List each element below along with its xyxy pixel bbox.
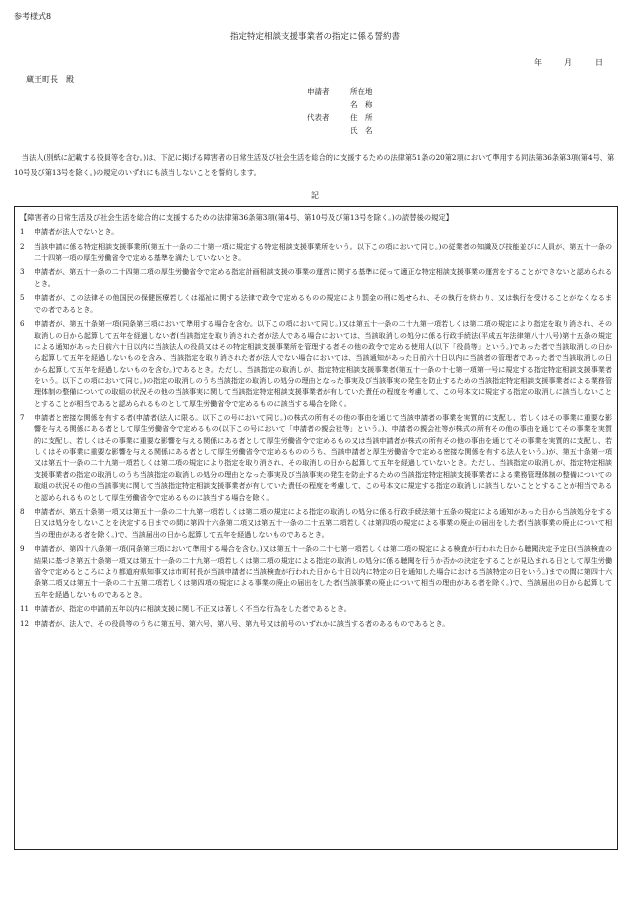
- representative-name-label: 氏 名: [350, 126, 373, 135]
- addressee: 蔵王町長 殿: [26, 75, 74, 84]
- provision-text: 申請者が、第五十条第一項又は第五十一条の二十九第一項若しくは第二項の規定による指定の取消しの処分に係る行政手続法第十五条の規定による通知があった日から当該処分をする日又は処分をしないことを決定する日までの間に第四十六条第二項又は第五十一条の二十五第二項若しくは第四項の規定による事業の廃止の届出をした者(当該事業の廃止について相当の理由がある者を除く。)で、当該届出の日から起算して五年を経過しないものであるとき。: [34, 507, 612, 539]
- representative-role-label: 代表者: [307, 113, 330, 122]
- provision-number: 7: [20, 413, 25, 423]
- provision-text: 申請者が法人でないとき。: [34, 227, 119, 236]
- date-month-label: 月: [564, 58, 572, 67]
- provision-number: 11: [20, 604, 29, 614]
- date-year-label: 年: [534, 58, 542, 67]
- applicant-name-label: 名 称: [350, 100, 373, 109]
- provision-text: 申請者が、第五十一条の二十四第二項の厚生労働省令で定める指定計画相談支援の事業の運営に関する基準に従って適正な特定相談支援事業の運営をすることができないと認められるとき。: [34, 267, 612, 288]
- provision-item: [20, 226, 612, 237]
- provision-text: 申請者が、法人で、その役員等のうちに第五号、第六号、第八号、第九号又は前号のいずれかに該当する者のあるものであるとき。: [34, 618, 450, 628]
- pledge-text: 当法人(別紙に記載する役員等を含む。)は、下記に掲げる障害者の日常生活及び社会生活を総合的に支援するための法律第51条の20第2項において準用する同法第36条第3項(第4号、第10号及び第13号を除く。)の規定のいずれにも該当しないことを誓約します。: [14, 153, 615, 177]
- provisions-header: 【障害者の日常生活及び社会生活を総合的に支援するための法律第36条第3項(第4号、第10号及び第13号を除く。)の読替後の規定】: [20, 213, 454, 222]
- form-number: 参考様式8: [14, 12, 52, 21]
- provision-text: 申請者が、指定の申請前五年以内に相談支援に関し不正又は著しく不当な行為をした者であるとき。: [34, 604, 351, 614]
- provision-number: 5: [20, 293, 25, 303]
- provision-number: 1: [20, 227, 25, 236]
- ki-heading: 記: [311, 191, 319, 200]
- provision-number: 3: [20, 267, 25, 277]
- provision-item: [20, 618, 612, 629]
- provision-text: 申請者が、第五十条第一項(同条第三項において準用する場合を含む。以下この項において同じ。)又は第五十一条の二十九第一項若しくは第二項の規定により指定を取り消され、その取消しの日から起算して五年を経過しない者(当該指定を取り消された者が法人である場合においては、当該取消しの処分に係る行政手続法(平成五年法律第八十八号)第十五条の規定による通知があった日前六十日以内に当該法人の役員又はその特定相談支援事業所を管理する者その他の政令で定める使用人(以下「役員等」という。)であった者で当該取消しの日から起算して五年を経過しないものを含み、当該指定を取り消された者が法人でない場合においては、当該通知があった日前六十日以内に当該者の管理者であった者で当該取消しの日から起算して五年を経過しないものを含む。)であるとき。ただし、当該指定の取消しが、指定特定相談支援事業者(第五十一条の十七第一項第一号に規定する指定特定相談支援事業者をいう。以下この項において同じ。)の指定の取消しのうち当該指定の取消しの処分の理由となった事実及び当該事実の発生を防止するための当該指定特定相談支援事業者による業務管理体制の整備についての取組の状況その他の当該事実に関して当該指定特定相談支援事業者が有していた責任の程度を考慮して、この号本文に規定する指定の取消しに該当しないこととすることが相当であると認められるものとして厚生労働省令で定めるものに該当する場合を除く。: [34, 319, 612, 408]
- provision-item: [20, 506, 612, 540]
- provision-item: [20, 292, 612, 315]
- provision-number: 6: [20, 319, 25, 329]
- provision-item: [20, 266, 612, 289]
- provision-text: 当該申請に係る特定相談支援事業所(第五十一条の二十第一項に規定する特定相談支援事業所をいう。以下この項において同じ。)の従業者の知識及び技能並びに人員が、第五十一条の二十四第一項の厚生労働省令で定める基準を満たしていないとき。: [34, 241, 612, 262]
- provision-item: [20, 543, 612, 600]
- date-day-label: 日: [595, 58, 603, 67]
- representative-address-label: 住 所: [350, 113, 373, 122]
- provision-item: [20, 412, 612, 503]
- provision-text: 申請者と密接な関係を有する者(申請者(法人に限る。以下この号において同じ。)の株式の所有その他の事由を通じて当該申請者の事業を実質的に支配し、若しくはその事業に重要な影響を与える関係にある者として厚生労働省令で定めるもの(以下この号において「申請者の親会社等」という。)、申請者の親会社等が株式の所有その他の事由を通じてその事業を実質的に支配し、若しくはその事業に重要な影響を与える関係にある者として厚生労働省令で定めるもの又は当該申請者が株式の所有その他の事由を通じてその事業を実質的に支配し、若しくはその事業に重要な影響を与える関係にある者として厚生労働省令で定めるもののうち、当該申請者と厚生労働省令で定める密接な関係を有する法人をいう。)が、第五十条第一項又は第五十一条の二十九第一項若しくは第二項の規定により指定を取り消され、その取消しの日から起算して五年を経過していないとき。ただし、当該指定の取消しが、指定特定相談支援事業者の指定の取消しのうち当該指定の取消しの処分の理由となった事実及び当該事実の発生を防止するための当該指定特定相談支援事業者による業務管理体制の整備についての取組の状況その他の当該事実に関して当該指定特定相談支援事業者が有していた責任の程度を考慮して、この号本文に規定する指定の取消しに該当しないこととすることが相当であると認められるものとして厚生労働省令で定めるものに該当する場合を除く。: [34, 413, 612, 502]
- provision-item: [20, 318, 612, 409]
- provision-number: 8: [20, 507, 25, 517]
- applicant-role-label: 申請者: [307, 87, 330, 96]
- applicant-address-label: 所在地: [350, 87, 373, 96]
- provision-text: 申請者が、この法律その他国民の保健医療若しくは福祉に関する法律で政令で定めるものの規定により罰金の刑に処せられ、その執行を終わり、又は執行を受けることがなくなるまでの者であるとき。: [34, 293, 612, 314]
- provision-text: 申請者が、第四十八条第一項(同条第三項において準用する場合を含む。)又は第五十一条の二十七第一項若しくは第二項の規定による検査が行われた日から聴聞決定予定日(当該検査の結果に基づき第五十条第一項又は第五十一条の二十九第一項若しくは第二項の規定による指定の取消しの処分に係る聴聞を行うか否かの決定をすることが見込まれる日として厚生労働省令で定めるところにより都道府県知事又は市町村長が当該申請者に当該検査が行われた日から十日以内に特定の日を通知した場合における当該特定の日をいう。)までの間に第四十六条第二項又は第五十一条の二十五第二項若しくは第四項の規定による事業の廃止の届出をした者(当該事業の廃止について相当の理由がある者を除く。)で、当該届出の日から起算して五年を経過しないものであるとき。: [34, 544, 612, 599]
- provision-number: 2: [20, 241, 25, 251]
- provisions-list: [20, 226, 612, 629]
- provision-number: 12: [20, 618, 29, 628]
- document-title: 指定特定相談支援事業者の指定に係る誓約書: [229, 32, 400, 42]
- provision-item: [20, 603, 612, 614]
- provisions-box: [14, 206, 618, 850]
- provision-item: [20, 241, 612, 264]
- provision-number: 9: [20, 544, 25, 554]
